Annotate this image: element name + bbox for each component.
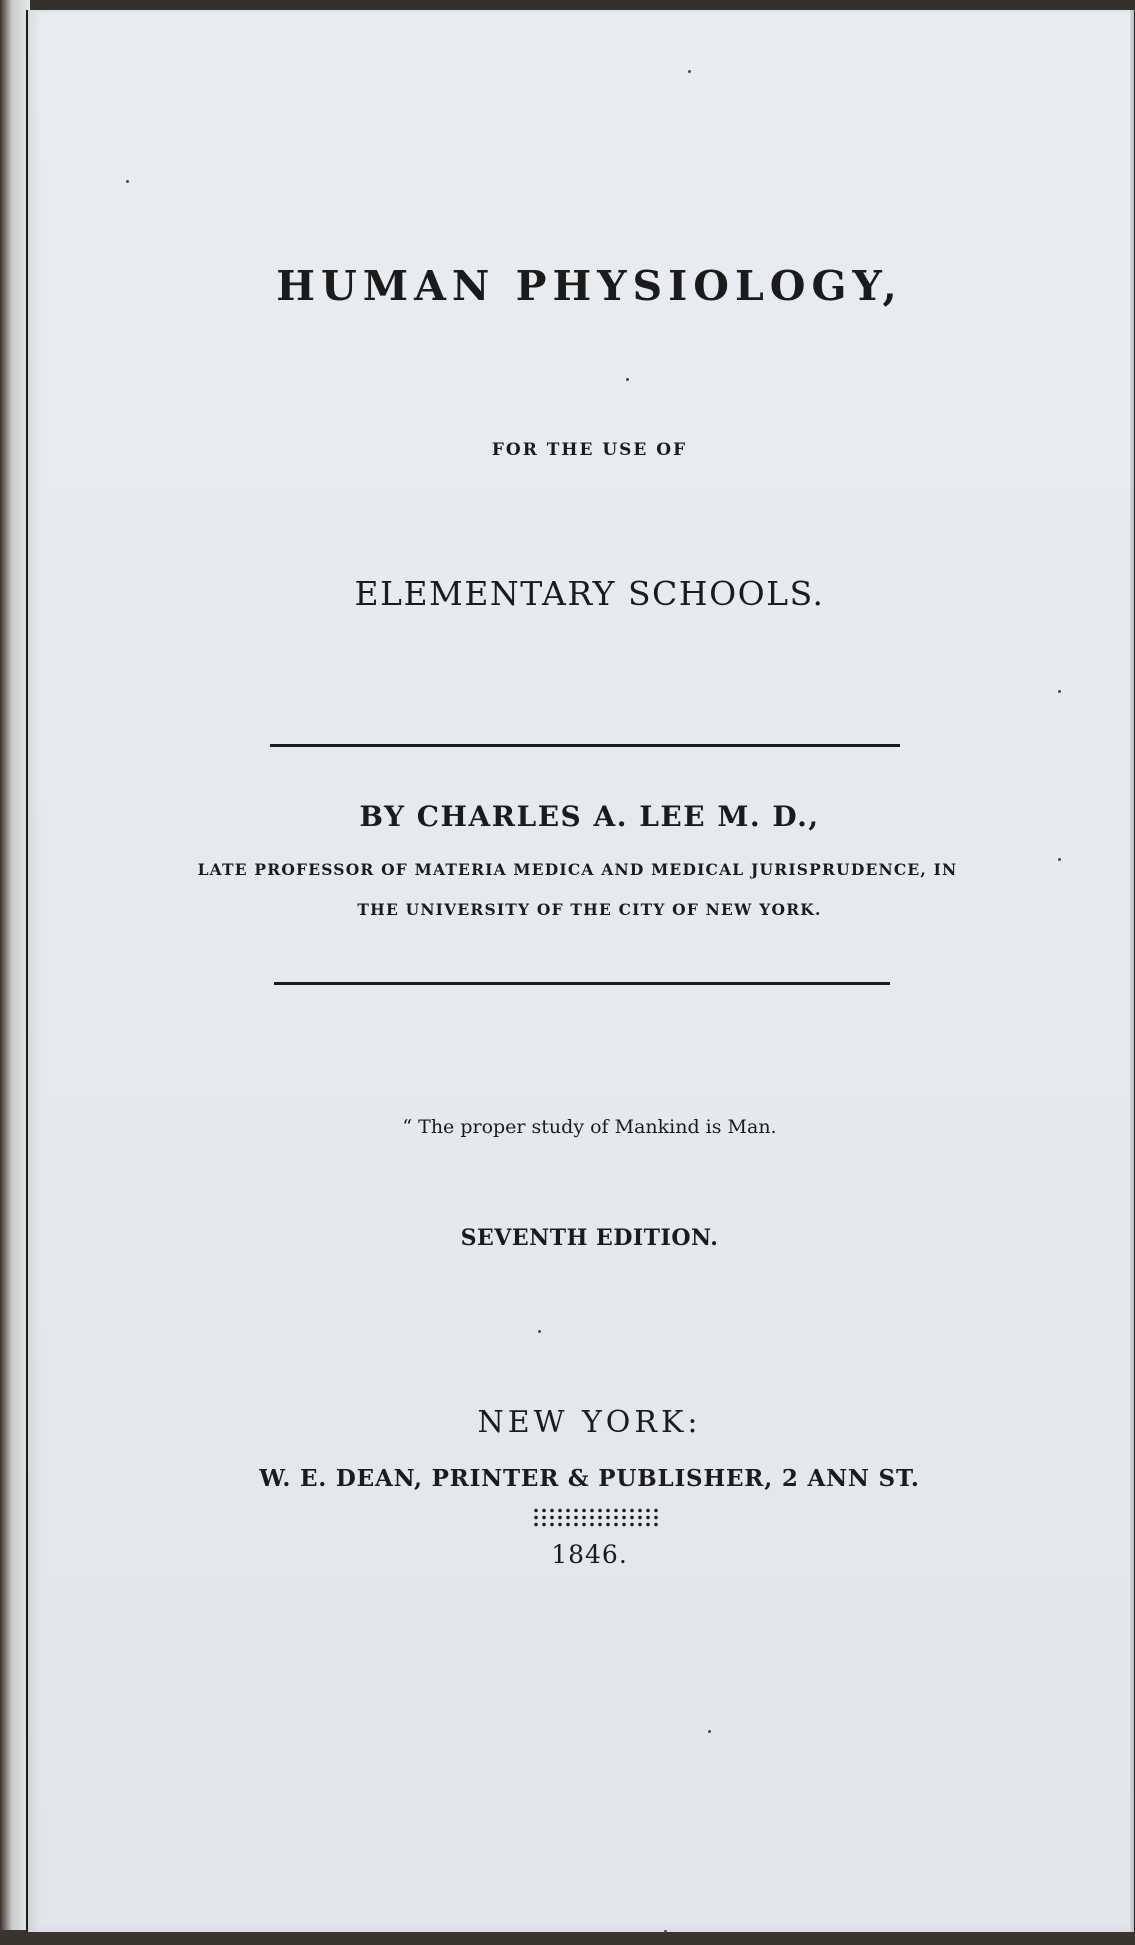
- divider-rule: [274, 982, 890, 985]
- author-affiliation-line: THE UNIVERSITY OF THE CITY OF NEW YORK.: [357, 900, 822, 919]
- subtitle: ELEMENTARY SCHOOLS.: [354, 574, 825, 613]
- paper-speck: [538, 1330, 541, 1333]
- epigraph: “ The proper study of Mankind is Man.: [402, 1116, 777, 1138]
- paper-speck: [688, 70, 691, 73]
- paper-speck: [1058, 690, 1061, 693]
- author-affiliation-line: LATE PROFESSOR OF MATERIA MEDICA AND MEDICAL JURISPRUDENCE, IN: [197, 860, 958, 879]
- book-title: HUMAN PHYSIOLOGY,: [276, 262, 903, 310]
- book-binding-bottom: [0, 1930, 1135, 1945]
- paper-speck: [126, 180, 129, 183]
- paper-speck: [708, 1730, 711, 1733]
- edition-statement: SEVENTH EDITION.: [460, 1225, 719, 1251]
- publisher-line: W. E. DEAN, PRINTER & PUBLISHER, 2 ANN ST.: [259, 1465, 920, 1492]
- subtitle-prefix: FOR THE USE OF: [491, 440, 688, 460]
- publication-place: NEW YORK:: [477, 1405, 702, 1440]
- publication-year: 1846.: [551, 1540, 628, 1569]
- dotted-ornament: [532, 1507, 660, 1529]
- paper-speck: [664, 1930, 667, 1933]
- author-line: BY CHARLES A. LEE M. D.,: [359, 800, 820, 833]
- paper-speck: [626, 378, 629, 381]
- divider-rule: [270, 744, 900, 747]
